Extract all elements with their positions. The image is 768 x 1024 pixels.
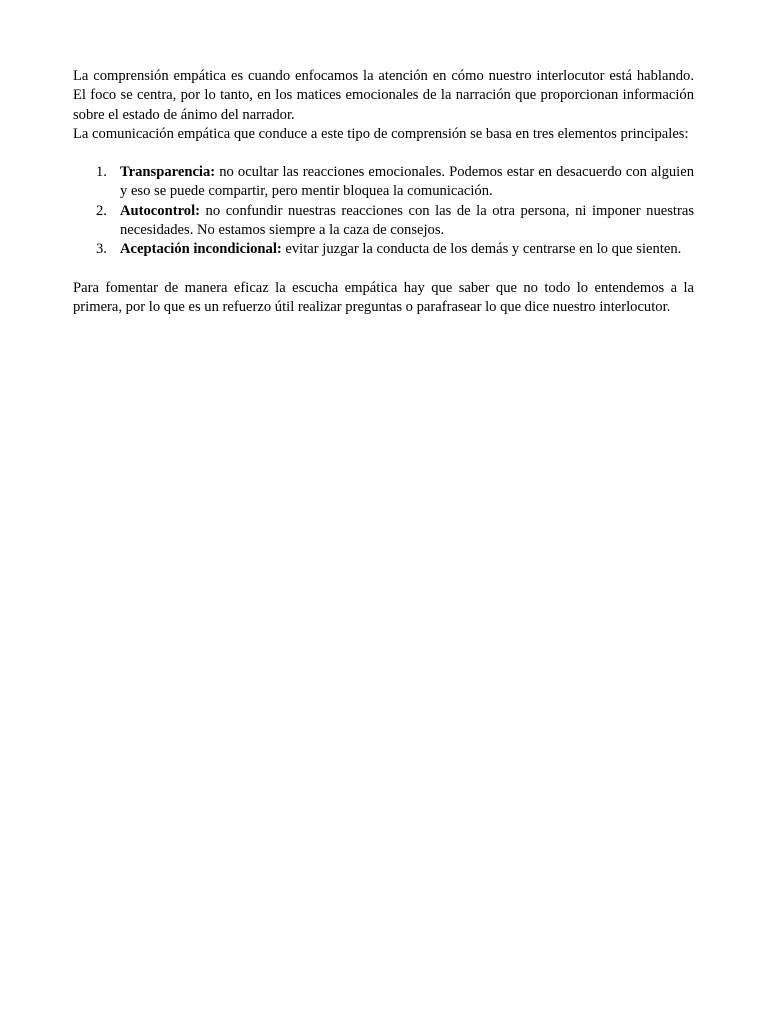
- list-item: [96, 163, 694, 202]
- document-page: [73, 67, 694, 317]
- list-item-term: Autocontrol:: [120, 202, 200, 219]
- list-item-term: Aceptación incondicional:: [120, 241, 282, 258]
- list-item: [96, 202, 694, 241]
- list-item-text: evitar juzgar la conducta de los demás y centrarse en lo que sienten.: [281, 241, 682, 258]
- list-item-number: 3.: [96, 241, 107, 258]
- list-item-number: 1.: [96, 164, 107, 181]
- list-item: [96, 240, 694, 259]
- spacer: [73, 260, 694, 279]
- list-item-text: no confundir nuestras reacciones con las de la otra persona, ni imponer nuestras necesidades. No estamos siempre a la caza de consejos.: [120, 202, 694, 239]
- list-item-number: 2.: [96, 202, 107, 219]
- intro-paragraph-2: La comunicación empática que conduce a este tipo de comprensión se basa en tres elementos principales:: [73, 125, 689, 142]
- list-item-term: Transparencia:: [120, 164, 216, 181]
- intro-paragraph-1: La comprensión empática es cuando enfocamos la atención en cómo nuestro interlocutor está hablando. El foco se centra, por lo tanto, en los matices emocionales de la narración que proporcionan información sobre el estado de ánimo del narrador.: [73, 68, 694, 123]
- spacer: [73, 144, 694, 163]
- closing-paragraph: Para fomentar de manera eficaz la escucha empática hay que saber que no todo lo entendemos a la primera, por lo que es un refuerzo útil realizar preguntas o parafrasear lo que dice nuestro interlocutor.: [73, 279, 694, 315]
- list-item-text: no ocultar las reacciones emocionales. Podemos estar en desacuerdo con alguien y eso se puede compartir, pero mentir bloquea la comunicación.: [120, 164, 694, 200]
- elements-list: [73, 163, 694, 259]
